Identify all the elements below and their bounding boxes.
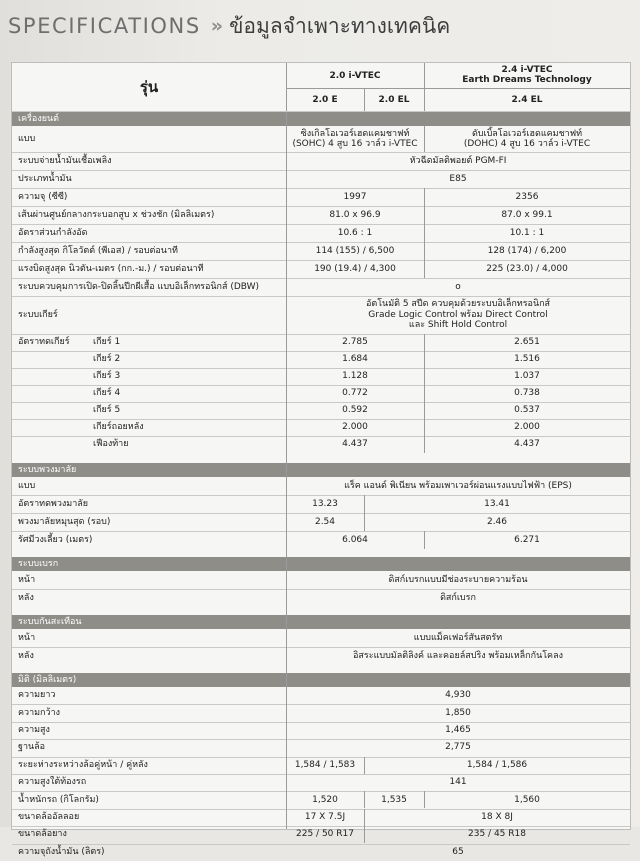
dim-height-value: 1,465 bbox=[445, 724, 471, 735]
engine-power-2-0: 114 (155) / 6,500 bbox=[315, 245, 395, 256]
gear-1-label: เกียร์ 1 bbox=[93, 337, 121, 347]
dim-track-other: 1,584 / 1,586 bbox=[466, 759, 528, 770]
dim-height-label: ความสูง bbox=[18, 724, 50, 735]
group-2-4-line-2: Earth Dreams Technology bbox=[462, 75, 592, 85]
engine-power-label: กำลังสูงสุด กิโลวัตต์ (พีเอส) / รอบต่อนาที bbox=[18, 245, 178, 256]
header-divider bbox=[286, 88, 630, 89]
steering-ratio-other: 13.41 bbox=[484, 498, 510, 509]
gear-6-2-0: 2.000 bbox=[342, 422, 368, 432]
dim-tyre-2-0-e: 225 / 50 R17 bbox=[296, 829, 354, 840]
engine-type-2-0 bbox=[286, 126, 424, 152]
steering-type-value: แร็ค แอนด์ พิเนียน พร้อมเพาเวอร์ผ่อนแรงแบบไฟฟ้า (EPS) bbox=[344, 480, 572, 491]
dim-weight-2-4: 1,560 bbox=[514, 794, 540, 805]
dim-tank-label: ความจุถังน้ำมัน (ลิตร) bbox=[18, 846, 105, 857]
page-title bbox=[8, 10, 450, 42]
column-divider bbox=[424, 126, 425, 152]
engine-fuel-type-value: E85 bbox=[449, 173, 467, 184]
steering-ratio-2-0-e: 13.23 bbox=[312, 498, 338, 509]
engine-type-2-0-line-1: ซิงเกิลโอเวอร์เฮดแคมชาฟท์ bbox=[300, 128, 410, 139]
section-dimensions: มิติ (มิลลิเมตร) bbox=[12, 673, 630, 687]
gear-5-2-4: 0.537 bbox=[514, 405, 540, 415]
variant-2-4-el: 2.4 EL bbox=[511, 94, 543, 105]
brake-front-value: ดิสก์เบรกแบบมีช่องระบายความร้อน bbox=[388, 574, 528, 585]
column-divider bbox=[364, 513, 365, 531]
engine-compression-2-0: 10.6 : 1 bbox=[337, 227, 373, 238]
steering-type-label: แบบ bbox=[18, 480, 36, 491]
gear-1-2-0: 2.785 bbox=[342, 337, 368, 347]
dim-tyre-label: ขนาดล้อยาง bbox=[18, 829, 67, 840]
dim-wheel-label: ขนาดล้ออัลลอย bbox=[18, 811, 80, 822]
engine-type-2-4-line-1: ดับเบิ้ลโอเวอร์เฮดแคมชาฟท์ bbox=[471, 128, 583, 139]
dim-tyre-other: 235 / 45 R18 bbox=[468, 829, 526, 840]
gear-4-2-0: 0.772 bbox=[342, 388, 368, 398]
gear-6-2-4: 2.000 bbox=[514, 422, 540, 432]
section-steering: ระบบพวงมาลัย bbox=[12, 463, 630, 477]
engine-fuel-system-value: หัวฉีดมัลติพอยต์ PGM-FI bbox=[409, 155, 507, 166]
section-suspension: ระบบกันสะเทือน bbox=[12, 615, 630, 629]
column-divider bbox=[424, 242, 425, 260]
dim-wheel-other: 18 X 8J bbox=[481, 811, 513, 822]
gear-3-label: เกียร์ 3 bbox=[93, 371, 121, 381]
column-divider bbox=[364, 791, 365, 808]
gear-3-2-4: 1.037 bbox=[514, 371, 540, 381]
brake-rear-value: ดิสก์เบรก bbox=[440, 592, 476, 603]
engine-compression-label: อัตราส่วนกำลังอัด bbox=[18, 227, 88, 238]
steering-turns-other: 2.46 bbox=[486, 516, 508, 527]
dim-wheelbase-label: ฐานล้อ bbox=[18, 742, 46, 753]
dim-length-label: ความยาว bbox=[18, 690, 56, 701]
gear-7-label: เฟืองท้าย bbox=[93, 439, 129, 449]
column-divider bbox=[424, 206, 425, 224]
engine-type-label: แบบ bbox=[18, 133, 36, 144]
transmission-value bbox=[286, 296, 630, 334]
column-divider bbox=[424, 334, 425, 453]
group-2-4-line-1: 2.4 i-VTEC bbox=[501, 65, 553, 75]
dim-wheel-2-0-e: 17 X 7.5J bbox=[304, 811, 346, 822]
gear-4-label: เกียร์ 4 bbox=[93, 388, 121, 398]
engine-fuel-type-label: ประเภทน้ำมัน bbox=[18, 173, 72, 184]
spec-table bbox=[11, 62, 631, 857]
brake-rear-label: หลัง bbox=[18, 592, 34, 603]
gear-3-2-0: 1.128 bbox=[342, 371, 368, 381]
engine-fuel-system-label: ระบบจ่ายน้ำมันเชื้อเพลิง bbox=[18, 155, 112, 166]
gear-5-2-0: 0.592 bbox=[342, 405, 368, 415]
gear-2-label: เกียร์ 2 bbox=[93, 354, 121, 364]
double-chevron-icon: » bbox=[210, 15, 220, 37]
dim-width-label: ความกว้าง bbox=[18, 707, 61, 718]
variant-2-0-el: 2.0 EL bbox=[378, 94, 410, 105]
dim-wheelbase-value: 2,775 bbox=[445, 742, 471, 753]
section-engine: เครื่องยนต์ bbox=[12, 112, 630, 126]
dim-weight-2-0-el: 1,535 bbox=[381, 794, 407, 805]
engine-dbw-value: o bbox=[455, 281, 461, 292]
dim-clearance-value: 141 bbox=[449, 777, 467, 788]
suspension-rear-label: หลัง bbox=[18, 650, 34, 661]
group-2-0: 2.0 i-VTEC bbox=[329, 70, 381, 81]
brake-front-label: หน้า bbox=[18, 574, 36, 585]
gear-6-label: เกียร์ถอยหลัง bbox=[93, 422, 144, 432]
engine-bore-stroke-2-4: 87.0 x 99.1 bbox=[501, 209, 553, 220]
transmission-value-line-1: อัตโนมัติ 5 สปีด ควบคุมด้วยระบบอิเล็กทรอนิกส์ bbox=[365, 299, 551, 310]
engine-torque-2-4: 225 (23.0) / 4,000 bbox=[486, 263, 568, 274]
column-divider bbox=[364, 757, 365, 774]
engine-type-2-4 bbox=[424, 126, 630, 152]
column-divider bbox=[424, 531, 425, 549]
engine-displacement-2-0: 1997 bbox=[343, 191, 367, 202]
engine-type-2-4-line-2: (DOHC) 4 สูบ 16 วาล์ว i-VTEC bbox=[463, 139, 591, 149]
engine-type-2-0-line-2: (SOHC) 4 สูบ 16 วาล์ว i-VTEC bbox=[292, 139, 418, 149]
dim-tank-value: 65 bbox=[452, 846, 464, 857]
engine-dbw-label: ระบบควบคุมการเปิด-ปิดลิ้นปีกผีเสื้อ แบบอิเล็กทรอนิกส์ (DBW) bbox=[18, 281, 260, 292]
transmission-value-line-2: Grade Logic Control พร้อม Direct Control bbox=[368, 309, 548, 320]
gear-2-2-0: 1.684 bbox=[342, 354, 368, 364]
group-2-4 bbox=[424, 63, 630, 87]
gear-7-2-4: 4.437 bbox=[514, 439, 540, 449]
title-thai: ข้อมูลจำเพาะทางเทคนิค bbox=[229, 13, 451, 38]
engine-compression-2-4: 10.1 : 1 bbox=[509, 227, 545, 238]
suspension-front-label: หน้า bbox=[18, 632, 36, 643]
engine-displacement-label: ความจุ (ซีซี) bbox=[18, 191, 68, 202]
column-divider bbox=[364, 89, 365, 111]
engine-torque-label: แรงบิดสูงสุด นิวตัน-เมตร (กก.-ม.) / รอบต่อนาที bbox=[18, 263, 204, 274]
engine-bore-stroke-2-0: 81.0 x 96.9 bbox=[329, 209, 381, 220]
column-divider bbox=[364, 826, 365, 843]
column-divider bbox=[286, 63, 287, 111]
column-divider bbox=[424, 260, 425, 278]
steering-turns-label: พวงมาลัยหมุนสุด (รอบ) bbox=[18, 516, 111, 527]
dim-width-value: 1,850 bbox=[445, 707, 471, 718]
gear-5-label: เกียร์ 5 bbox=[93, 405, 121, 415]
engine-torque-2-0: 190 (19.4) / 4,300 bbox=[314, 263, 396, 274]
column-divider bbox=[364, 809, 365, 826]
gear-1-2-4: 2.651 bbox=[514, 337, 540, 347]
steering-ratio-label: อัตราทดพวงมาลัย bbox=[18, 498, 89, 509]
steering-radius-2-0: 6.064 bbox=[342, 534, 368, 545]
section-brake: ระบบเบรก bbox=[12, 557, 630, 571]
model-header: รุ่น bbox=[139, 77, 159, 96]
suspension-front-value: แบบแม็คเฟอร์สันสตรัท bbox=[413, 632, 503, 643]
column-divider bbox=[364, 495, 365, 513]
engine-bore-stroke-label: เส้นผ่านศูนย์กลางกระบอกสูบ x ช่วงชัก (มิลลิเมตร) bbox=[18, 209, 215, 220]
suspension-rear-value: อิสระแบบมัลติลิงค์ และคอยล์สปริง พร้อมเหล็กกันโคลง bbox=[353, 650, 563, 661]
gear-4-2-4: 0.738 bbox=[514, 388, 540, 398]
engine-displacement-2-4: 2356 bbox=[515, 191, 539, 202]
dim-weight-2-0-e: 1,520 bbox=[312, 794, 338, 805]
dim-weight-label: น้ำหนักรถ (กิโลกรัม) bbox=[18, 794, 99, 805]
gear-2-2-4: 1.516 bbox=[514, 354, 540, 364]
dim-track-label: ระยะห่างระหว่างล้อคู่หน้า / คู่หลัง bbox=[18, 759, 148, 770]
steering-radius-2-4: 6.271 bbox=[514, 534, 540, 545]
column-divider bbox=[424, 224, 425, 242]
column-divider bbox=[424, 188, 425, 206]
gear-7-2-0: 4.437 bbox=[342, 439, 368, 449]
dim-length-value: 4,930 bbox=[445, 690, 471, 701]
transmission-label: ระบบเกียร์ bbox=[18, 309, 58, 320]
gear-ratio-label: อัตราทดเกียร์ bbox=[18, 337, 70, 347]
steering-radius-label: รัศมีวงเลี้ยว (เมตร) bbox=[18, 534, 93, 545]
column-divider bbox=[424, 63, 425, 111]
dim-track-2-0-e: 1,584 / 1,583 bbox=[294, 759, 356, 770]
variant-2-0-e: 2.0 E bbox=[312, 94, 338, 105]
steering-turns-2-0-e: 2.54 bbox=[314, 516, 336, 527]
dim-clearance-label: ความสูงใต้ท้องรถ bbox=[18, 777, 87, 788]
column-divider bbox=[424, 791, 425, 808]
column-divider bbox=[286, 112, 287, 829]
transmission-value-line-3: และ Shift Hold Control bbox=[408, 320, 508, 331]
engine-power-2-4: 128 (174) / 6,200 bbox=[487, 245, 567, 256]
title-english: SPECIFICATIONS bbox=[8, 14, 201, 38]
